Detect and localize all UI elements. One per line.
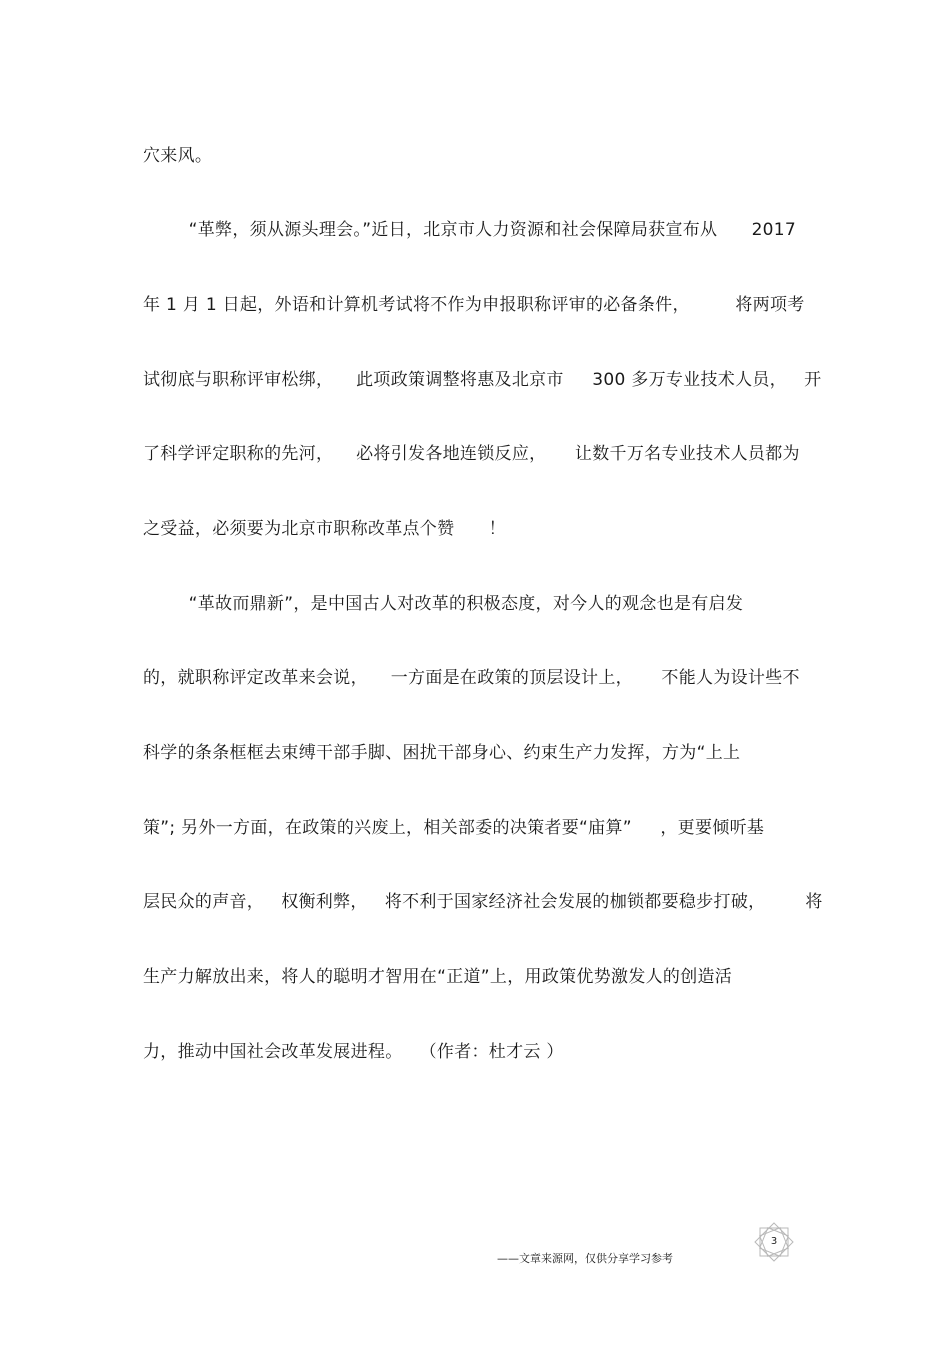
text-line-7: “革故而鼎新”，是中国古人对改革的积极态度，对今人的观念也是有启发 [143,594,744,614]
text-line-6: 之受益，必须要为北京市职称改革点个赞 ！ [143,519,506,539]
text-line-10: 策”; 另外一方面，在政策的兴废上，相关部委的决策者要“庙算” ，更要倾听基 [143,818,765,838]
text-line-1: 穴来风。 [143,146,213,166]
text-line-2: “革弊，须从源头理会。”近日，北京市人力资源和社会保障局获宣布从 2017 [143,220,797,240]
page-number: 3 [770,1236,778,1247]
text-line-11: 层民众的声音， 权衡利弊， 将不利于国家经济社会发展的枷锁都要稳步打破， 将 [143,892,823,912]
page-number-badge [750,1222,798,1262]
text-line-8: 的，就职称评定改革来会说， 一方面是在政策的顶层设计上， 不能人为设计些不 [143,668,800,688]
text-line-13: 力，推动中国社会改革发展进程。 （作者：杜才云 ） [143,1042,564,1062]
text-line-5: 了科学评定职称的先河， 必将引发各地连锁反应， 让数千万名专业技术人员都为 [143,444,800,464]
text-line-9: 科学的条条框框去束缚干部手脚、困扰干部身心、约束生产力发挥，方为“上上 [143,743,741,763]
text-line-4: 试彻底与职称评审松绑， 此项政策调整将惠及北京市 300 多万专业技术人员， 开 [143,370,822,390]
text-line-3: 年 1 月 1 日起，外语和计算机考试将不作为申报职称评审的必备条件， 将两项考 [143,295,805,315]
source-footer-note: ——文章来源网，仅供分享学习参考 [497,1252,673,1265]
text-line-12: 生产力解放出来，将人的聪明才智用在“正道”上，用政策优势激发人的创造活 [143,967,733,987]
